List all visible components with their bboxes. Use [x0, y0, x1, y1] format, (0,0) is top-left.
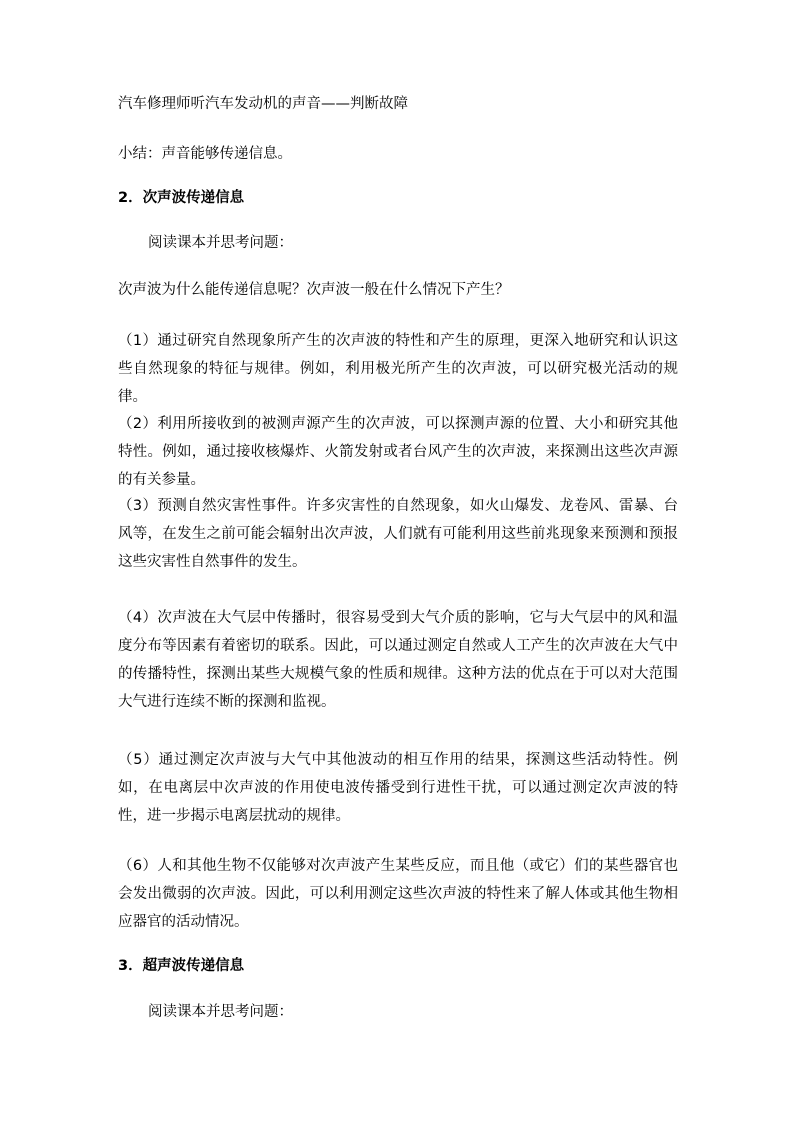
- summary-line: 小结：声音能够传递信息。: [118, 146, 292, 162]
- item-3: （3）预测自然灾害性事件。许多灾害性的自然现象，如火山爆发、龙卷风、雷暴、台风等，在发生之前可能会辐射出次声波，人们就有可能利用这些前兆现象来预测和预报这些灾害性自然事件的发生。: [118, 498, 678, 570]
- section-2-prompt: 阅读课本并思考问题：: [148, 235, 293, 251]
- section-3-heading: 3．超声波传递信息: [118, 958, 245, 974]
- intro-line: 汽车修理师听汽车发动机的声音——判断故障: [118, 96, 408, 112]
- item-2: （2）利用所接收到的被测声源产生的次声波，可以探测声源的位置、大小和研究其他特性。例如，通过接收核爆炸、火箭发射或者台风产生的次声波，来探测出这些次声源的有关参量。: [118, 416, 678, 488]
- section-2-question: 次声波为什么能传递信息呢？次声波一般在什么情况下产生？: [118, 282, 510, 298]
- item-4: （4）次声波在大气层中传播时，很容易受到大气介质的影响，它与大气层中的风和温度分布等因素有着密切的联系。因此，可以通过测定自然或人工产生的次声波在大气中的传播特性，探测出某些大规模气象的性质和规律。这种方法的优点在于可以对大范围大气进行连续不断的探测和监视。: [118, 610, 678, 710]
- item-5: （5）通过测定次声波与大气中其他波动的相互作用的结果，探测这些活动特性。例如，在电离层中次声波的作用使电波传播受到行进性干扰，可以通过测定次声波的特性，进一步揭示电离层扰动的规律。: [118, 752, 678, 824]
- item-6: （6）人和其他生物不仅能够对次声波产生某些反应，而且他（或它）们的某些器官也会发出微弱的次声波。因此，可以利用测定这些次声波的特性来了解人体或其他生物相应器官的活动情况。: [118, 858, 678, 930]
- section-3-prompt: 阅读课本并思考问题：: [148, 1004, 293, 1020]
- item-1: （1）通过研究自然现象所产生的次声波的特性和产生的原理，更深入地研究和认识这些自然现象的特征与规律。例如，利用极光所产生的次声波，可以研究极光活动的规律。: [118, 333, 678, 405]
- section-2-heading: 2．次声波传递信息: [118, 190, 245, 206]
